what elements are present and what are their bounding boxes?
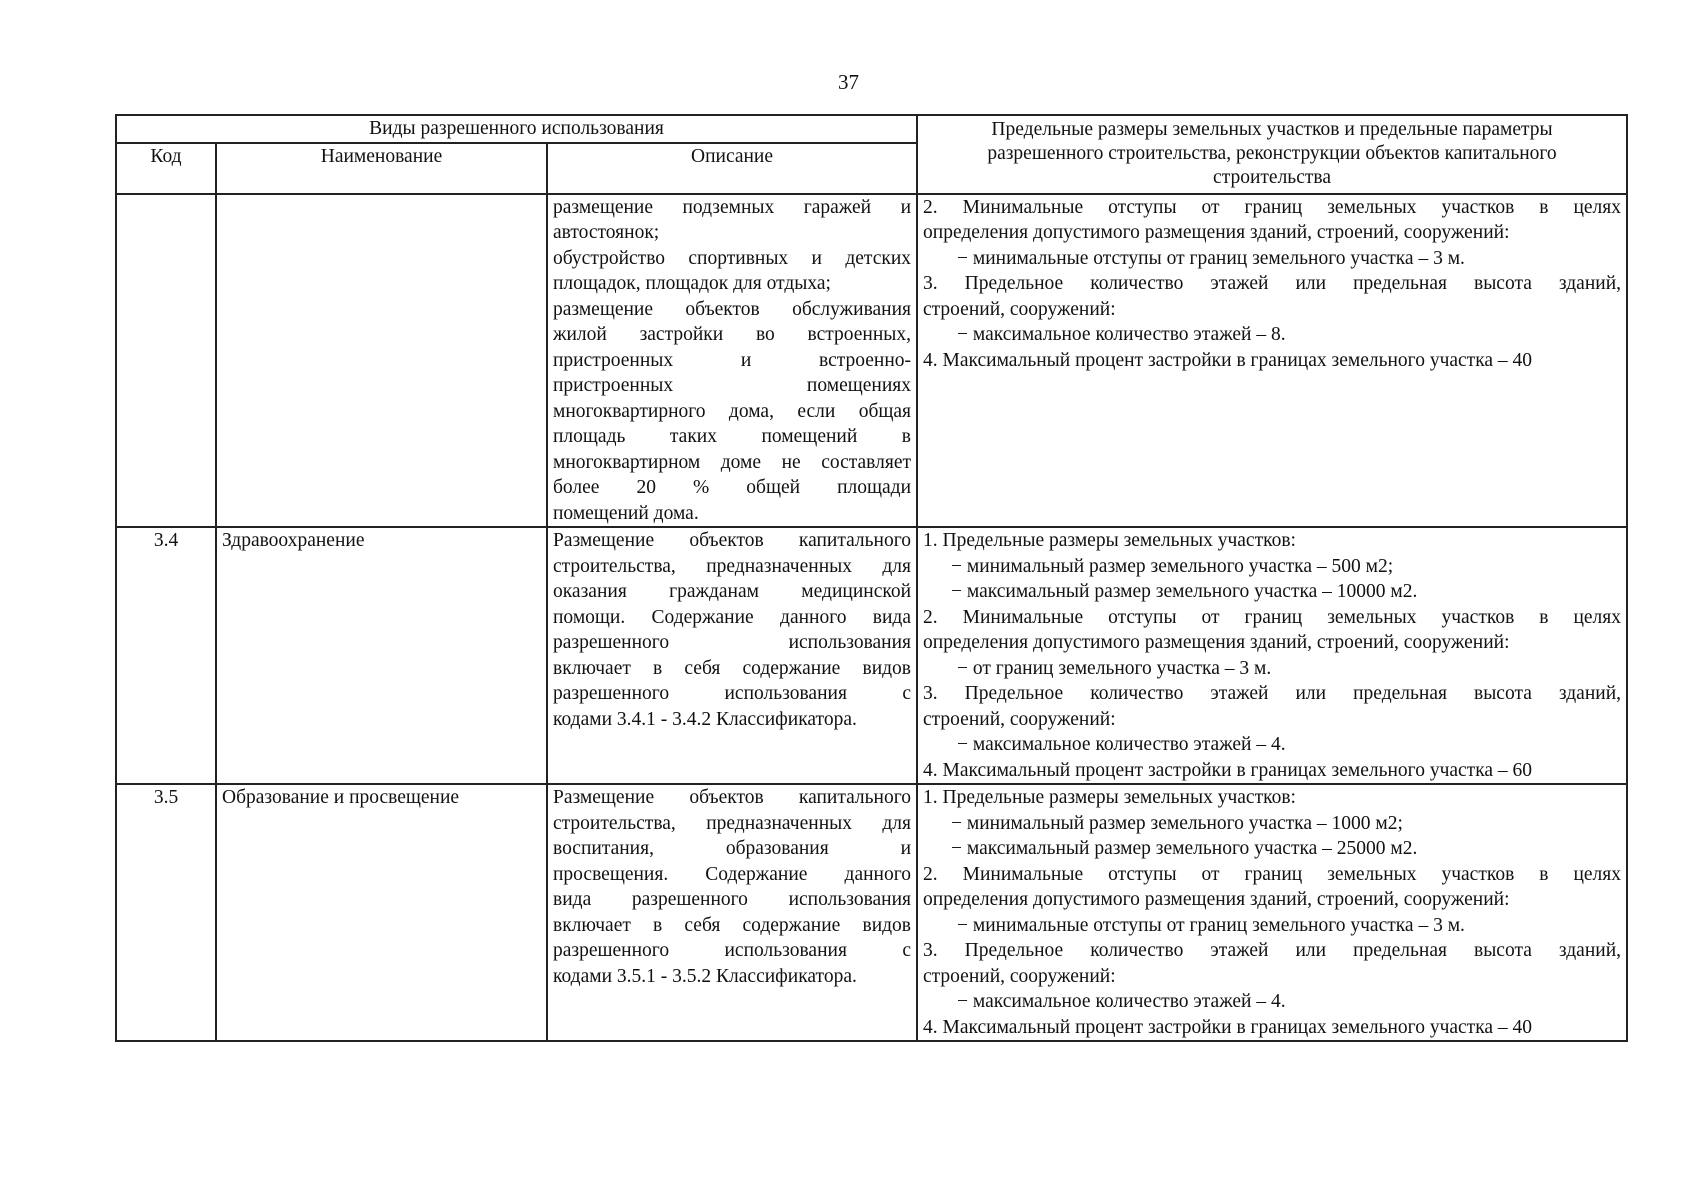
parameter-bullet: − максимальное количество этажей – 4. [957, 991, 1286, 1012]
parameter-line: 2. Минимальные отступы от границ земельных участков в целях [923, 196, 1622, 218]
description-line: разрешенного использования с [553, 683, 912, 704]
description-line: просвещения. Содержание данного [553, 863, 912, 885]
description-line: площадок, площадок для отдыха; [553, 273, 831, 294]
parameter-bullet: − максимальное количество этажей – 4. [957, 734, 1286, 755]
description-line: пристроенных и встроенно- [553, 349, 912, 371]
parameter-line: определения допустимого размещения зданий, строений, сооружений: [923, 632, 1510, 653]
parameter-line: строений, сооружений: [923, 298, 1116, 320]
header-group-limits: Предельные размеры земельных участков и предельные параметры разрешенного строительства, реконструкции объектов капитального строительства [917, 115, 1627, 194]
cell-name: Здравоохранение [216, 527, 547, 784]
cell-description [547, 784, 917, 1041]
parameter-line: строений, сооружений: [923, 708, 1116, 730]
cell-parameters [917, 194, 1627, 528]
description-line: автостоянок; [553, 222, 660, 243]
cell-name: Образование и просвещение [216, 784, 547, 1041]
parameter-bullet: − максимальный размер земельного участка – 25000 м2. [951, 838, 1418, 859]
description-line: помещений дома. [553, 502, 699, 524]
parameter-bullet: − минимальные отступы от границ земельного участка – 3 м. [957, 914, 1465, 936]
parameter-line: 1. Предельные размеры земельных участков: [923, 530, 1296, 551]
description-line: строительства, предназначенных для [553, 555, 912, 577]
description-line: разрешенного использования с [553, 940, 912, 961]
parameter-line: 3. Предельное количество этажей или предельная высота зданий, [923, 940, 1622, 961]
description-line: размещение объектов обслуживания [553, 298, 912, 320]
description-line: включает в себя содержание видов [553, 657, 912, 679]
table-row [116, 784, 1627, 1041]
header-code: Код [116, 143, 216, 194]
cell-code: 3.5 [116, 784, 216, 1041]
parameter-line: 3. Предельное количество этажей или предельная высота зданий, [923, 273, 1622, 294]
table-row [116, 194, 1627, 528]
header-name: Наименование [216, 143, 547, 194]
description-line: многоквартирного дома, если общая [553, 400, 912, 422]
description-line: площадь таких помещений в [553, 426, 912, 447]
description-line: более 20 % общей площади [553, 477, 912, 498]
cell-name [216, 194, 547, 528]
description-line: кодами 3.4.1 - 3.4.2 Классификатора. [553, 708, 857, 730]
description-line: строительства, предназначенных для [553, 812, 912, 834]
parameter-line: 4. Максимальный процент застройки в границах земельного участка – 40 [923, 1016, 1533, 1038]
description-line: пристроенных помещениях [553, 375, 912, 396]
cell-parameters [917, 784, 1627, 1041]
parameter-line: 4. Максимальный процент застройки в границах земельного участка – 60 [923, 759, 1533, 781]
header-group-permitted-uses: Виды разрешенного использования [116, 115, 917, 143]
parameter-bullet: − от границ земельного участка – 3 м. [957, 657, 1272, 679]
parameter-line: определения допустимого размещения зданий, строений, сооружений: [923, 222, 1510, 243]
parameter-line: 2. Минимальные отступы от границ земельных участков в целях [923, 606, 1622, 628]
description-line: воспитания, образования и [553, 838, 912, 859]
description-line: включает в себя содержание видов [553, 914, 912, 936]
cell-parameters [917, 527, 1627, 784]
parameter-line: 4. Максимальный процент застройки в границах земельного участка – 40 [923, 349, 1533, 371]
cell-description [547, 527, 917, 784]
parameter-line: строений, сооружений: [923, 965, 1116, 987]
description-line: Размещение объектов капитального [553, 530, 912, 551]
table-row [116, 527, 1627, 784]
parameter-bullet: − максимальное количество этажей – 8. [957, 324, 1286, 345]
description-line: жилой застройки во встроенных, [553, 324, 912, 345]
parameter-line: определения допустимого размещения зданий, строений, сооружений: [923, 889, 1510, 910]
description-line: вида разрешенного использования [553, 889, 912, 910]
parameter-bullet: − максимальный размер земельного участка – 10000 м2. [951, 581, 1418, 602]
parameter-line: 3. Предельное количество этажей или предельная высота зданий, [923, 683, 1622, 704]
description-line: размещение подземных гаражей и [553, 196, 912, 218]
parameter-line: 2. Минимальные отступы от границ земельных участков в целях [923, 863, 1622, 885]
description-line: многоквартирном доме не составляет [553, 451, 912, 473]
description-line: разрешенного использования [553, 632, 912, 653]
parameter-bullet: − минимальный размер земельного участка – 1000 м2; [951, 812, 1403, 834]
cell-description [547, 194, 917, 528]
description-line: помощи. Содержание данного вида [553, 606, 912, 628]
description-line: обустройство спортивных и детских [553, 247, 912, 269]
page-number: 37 [838, 70, 859, 94]
parameter-bullet: − минимальные отступы от границ земельного участка – 3 м. [957, 247, 1465, 269]
cell-code [116, 194, 216, 528]
parameter-bullet: − минимальный размер земельного участка – 500 м2; [951, 555, 1394, 577]
cell-code: 3.4 [116, 527, 216, 784]
description-line: оказания гражданам медицинской [553, 581, 912, 602]
description-line: кодами 3.5.1 - 3.5.2 Классификатора. [553, 965, 857, 987]
header-description: Описание [547, 143, 917, 194]
parameter-line: 1. Предельные размеры земельных участков: [923, 787, 1296, 808]
land-use-table [115, 114, 1628, 1042]
description-line: Размещение объектов капитального [553, 787, 912, 808]
